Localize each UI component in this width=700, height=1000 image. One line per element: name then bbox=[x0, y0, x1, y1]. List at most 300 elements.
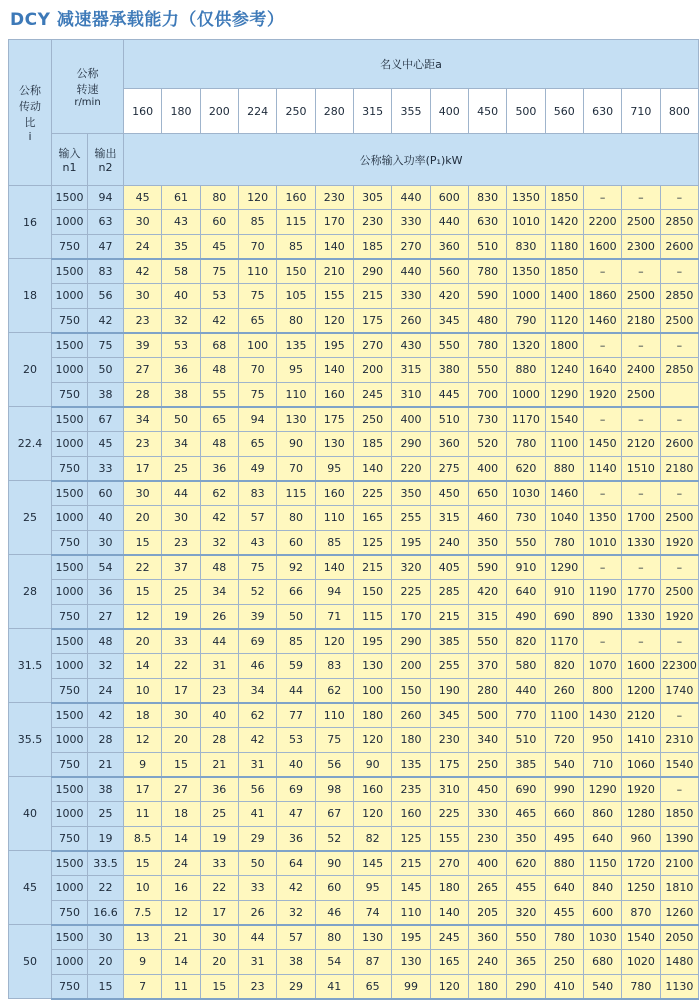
ratio-cell: 35.5 bbox=[9, 703, 52, 777]
power-value-cell: 11 bbox=[124, 802, 162, 826]
power-value-cell: 48 bbox=[200, 555, 238, 580]
power-value-cell: 83 bbox=[315, 654, 353, 678]
power-value-cell: 48 bbox=[200, 432, 238, 456]
power-value-cell: 1130 bbox=[660, 974, 699, 999]
power-value-cell: 245 bbox=[430, 925, 468, 950]
power-value-cell: 45 bbox=[124, 186, 162, 210]
power-value-cell: 270 bbox=[392, 234, 430, 259]
power-value-cell: 590 bbox=[468, 284, 506, 308]
power-value-cell: 65 bbox=[353, 974, 391, 999]
power-value-cell: 1800 bbox=[545, 333, 583, 358]
input-speed-cell: 1000 bbox=[52, 506, 88, 530]
power-value-cell: 400 bbox=[392, 407, 430, 432]
power-value-cell: 75 bbox=[238, 555, 276, 580]
power-value-cell: 720 bbox=[545, 728, 583, 752]
power-value-cell: 345 bbox=[430, 703, 468, 728]
power-value-cell: 71 bbox=[315, 604, 353, 629]
power-value-cell: 47 bbox=[277, 802, 315, 826]
power-value-cell: 160 bbox=[353, 777, 391, 802]
power-value-cell: 200 bbox=[353, 358, 391, 382]
table-row bbox=[9, 974, 699, 999]
output-speed-cell: 50 bbox=[88, 358, 124, 382]
center-distance-710: 710 bbox=[622, 89, 660, 134]
power-value-cell: 1540 bbox=[622, 925, 660, 950]
power-value-cell: 22 bbox=[200, 876, 238, 900]
table-row bbox=[9, 900, 699, 925]
input-speed-cell: 1500 bbox=[52, 703, 88, 728]
output-speed-cell: 15 bbox=[88, 974, 124, 999]
power-value-cell: 7 bbox=[124, 974, 162, 999]
power-value-cell: 25 bbox=[200, 802, 238, 826]
power-value-cell: 37 bbox=[162, 555, 200, 580]
power-value-cell: 230 bbox=[430, 728, 468, 752]
output-speed-header bbox=[88, 134, 124, 186]
power-value-cell: 19 bbox=[200, 826, 238, 851]
power-value-cell: 550 bbox=[430, 333, 468, 358]
power-value-cell: 540 bbox=[545, 752, 583, 777]
power-value-cell: 15 bbox=[162, 752, 200, 777]
ratio-cell: 18 bbox=[9, 259, 52, 333]
input-speed-cell: 750 bbox=[52, 826, 88, 851]
input-speed-header bbox=[52, 134, 88, 186]
power-value-cell: 145 bbox=[353, 851, 391, 876]
power-value-cell: 870 bbox=[622, 900, 660, 925]
power-value-cell: 1920 bbox=[660, 530, 699, 555]
power-value-cell: 22 bbox=[162, 654, 200, 678]
power-value-cell: 27 bbox=[124, 358, 162, 382]
power-value-cell: 960 bbox=[622, 826, 660, 851]
power-value-cell: 1010 bbox=[583, 530, 621, 555]
power-value-cell: 910 bbox=[545, 580, 583, 604]
power-value-cell: 150 bbox=[392, 678, 430, 703]
power-value-cell: 32 bbox=[277, 900, 315, 925]
power-value-cell: 8.5 bbox=[124, 826, 162, 851]
power-value-cell: – bbox=[622, 629, 660, 654]
power-value-cell: 70 bbox=[238, 234, 276, 259]
power-value-cell: 1770 bbox=[622, 580, 660, 604]
power-value-cell: 710 bbox=[583, 752, 621, 777]
power-value-cell: 260 bbox=[392, 308, 430, 333]
ratio-cell: 50 bbox=[9, 925, 52, 999]
power-value-cell: 830 bbox=[507, 234, 545, 259]
ratio-header-line: 比 bbox=[24, 116, 36, 129]
power-value-cell: 110 bbox=[277, 382, 315, 407]
power-value-cell: 600 bbox=[583, 900, 621, 925]
output-speed-cell: 28 bbox=[88, 728, 124, 752]
power-value-cell: 120 bbox=[238, 186, 276, 210]
power-value-cell: 95 bbox=[277, 358, 315, 382]
power-value-cell: 23 bbox=[238, 974, 276, 999]
power-value-cell: 120 bbox=[315, 308, 353, 333]
power-value-cell: 1850 bbox=[545, 186, 583, 210]
output-speed-cell: 33 bbox=[88, 456, 124, 481]
power-value-cell: 82 bbox=[353, 826, 391, 851]
output-speed-cell: 75 bbox=[88, 333, 124, 358]
power-value-cell: 2500 bbox=[660, 308, 699, 333]
power-value-cell: 1010 bbox=[507, 210, 545, 234]
input-speed-cell: 1000 bbox=[52, 950, 88, 974]
table-row bbox=[9, 604, 699, 629]
power-value-cell: 80 bbox=[277, 308, 315, 333]
power-value-cell: 42 bbox=[200, 308, 238, 333]
power-value-cell: 260 bbox=[392, 703, 430, 728]
power-value-cell: 52 bbox=[315, 826, 353, 851]
power-value-cell: 730 bbox=[468, 407, 506, 432]
power-value-cell: – bbox=[660, 481, 699, 506]
input-speed-cell: 1500 bbox=[52, 925, 88, 950]
power-value-cell: 265 bbox=[468, 876, 506, 900]
power-value-cell: 360 bbox=[430, 432, 468, 456]
ratio-cell: 40 bbox=[9, 777, 52, 851]
power-value-cell: 13 bbox=[124, 925, 162, 950]
power-value-cell: 160 bbox=[277, 186, 315, 210]
power-value-cell: – bbox=[583, 186, 621, 210]
power-value-cell: 500 bbox=[468, 703, 506, 728]
input-speed-cell: 750 bbox=[52, 308, 88, 333]
power-value-cell: 92 bbox=[277, 555, 315, 580]
power-value-cell: 345 bbox=[430, 308, 468, 333]
power-value-cell: 31 bbox=[238, 752, 276, 777]
power-value-cell: 52 bbox=[238, 580, 276, 604]
power-value-cell: 75 bbox=[238, 382, 276, 407]
power-value-cell: 180 bbox=[353, 703, 391, 728]
power-value-cell: 20 bbox=[162, 728, 200, 752]
power-value-cell: 235 bbox=[392, 777, 430, 802]
power-value-cell: 50 bbox=[277, 604, 315, 629]
power-value-cell: 140 bbox=[353, 456, 391, 481]
power-value-cell: 10 bbox=[124, 678, 162, 703]
power-value-cell: 36 bbox=[200, 777, 238, 802]
power-value-cell: 130 bbox=[277, 407, 315, 432]
power-value-cell: 1060 bbox=[622, 752, 660, 777]
table-row bbox=[9, 678, 699, 703]
power-value-cell: 70 bbox=[277, 456, 315, 481]
ratio-header-line: 公称 bbox=[19, 84, 41, 97]
power-value-cell: 1480 bbox=[660, 950, 699, 974]
power-value-cell: 1150 bbox=[583, 851, 621, 876]
power-value-cell: 550 bbox=[507, 925, 545, 950]
power-value-cell: 1350 bbox=[507, 259, 545, 284]
power-value-cell: 95 bbox=[315, 456, 353, 481]
power-value-cell: 53 bbox=[200, 284, 238, 308]
power-value-cell: 350 bbox=[468, 530, 506, 555]
power-value-cell: 11 bbox=[162, 974, 200, 999]
power-value-cell: 2600 bbox=[660, 234, 699, 259]
power-value-cell: 165 bbox=[353, 506, 391, 530]
power-value-cell: 780 bbox=[545, 925, 583, 950]
power-value-cell bbox=[660, 382, 699, 407]
power-value-cell: 99 bbox=[392, 974, 430, 999]
power-value-cell: 115 bbox=[277, 481, 315, 506]
power-value-cell: 1920 bbox=[583, 382, 621, 407]
power-value-cell: 43 bbox=[238, 530, 276, 555]
power-value-cell: 130 bbox=[353, 925, 391, 950]
ratio-cell: 25 bbox=[9, 481, 52, 555]
power-value-cell: 285 bbox=[430, 580, 468, 604]
power-value-cell: 700 bbox=[468, 382, 506, 407]
table-row bbox=[9, 308, 699, 333]
input-speed-cell: 750 bbox=[52, 456, 88, 481]
power-value-cell: 18 bbox=[124, 703, 162, 728]
output-speed-cell: 67 bbox=[88, 407, 124, 432]
ratio-cell: 16 bbox=[9, 186, 52, 259]
power-value-cell: 320 bbox=[507, 900, 545, 925]
power-value-cell: 30 bbox=[124, 210, 162, 234]
input-speed-cell: 1500 bbox=[52, 186, 88, 210]
center-distance-800: 800 bbox=[660, 89, 699, 134]
power-value-cell: 48 bbox=[200, 358, 238, 382]
power-value-cell: 9 bbox=[124, 950, 162, 974]
input-speed-cell: 1500 bbox=[52, 333, 88, 358]
power-value-cell: 2600 bbox=[660, 432, 699, 456]
power-value-cell: 1350 bbox=[507, 186, 545, 210]
power-value-cell: 1540 bbox=[545, 407, 583, 432]
power-value-cell: 245 bbox=[353, 382, 391, 407]
power-value-cell: 790 bbox=[507, 308, 545, 333]
input-speed-cell: 750 bbox=[52, 234, 88, 259]
power-value-cell: 270 bbox=[430, 851, 468, 876]
power-value-cell: – bbox=[583, 259, 621, 284]
power-value-cell: 23 bbox=[200, 678, 238, 703]
power-value-cell: 890 bbox=[583, 604, 621, 629]
power-value-cell: 1460 bbox=[583, 308, 621, 333]
power-value-cell: 2100 bbox=[660, 851, 699, 876]
power-value-cell: 230 bbox=[468, 826, 506, 851]
ratio-header bbox=[9, 40, 52, 186]
power-value-cell: 185 bbox=[353, 234, 391, 259]
power-value-cell: 230 bbox=[315, 186, 353, 210]
table-row bbox=[9, 456, 699, 481]
power-value-cell: 125 bbox=[392, 826, 430, 851]
power-value-cell: – bbox=[622, 407, 660, 432]
power-value-cell: 780 bbox=[468, 333, 506, 358]
power-value-cell: 14 bbox=[162, 826, 200, 851]
power-value-cell: 290 bbox=[507, 974, 545, 999]
power-value-cell: 35 bbox=[162, 234, 200, 259]
table-row bbox=[9, 728, 699, 752]
power-value-cell: 780 bbox=[507, 432, 545, 456]
input-speed-cell: 1000 bbox=[52, 802, 88, 826]
power-value-cell: 42 bbox=[200, 506, 238, 530]
power-value-cell: 780 bbox=[545, 530, 583, 555]
power-value-cell: 83 bbox=[238, 481, 276, 506]
table-row bbox=[9, 186, 699, 210]
power-value-cell: 15 bbox=[124, 580, 162, 604]
power-value-cell: 1040 bbox=[545, 506, 583, 530]
power-value-cell: 1510 bbox=[622, 456, 660, 481]
power-value-cell: – bbox=[660, 259, 699, 284]
power-value-cell: 25 bbox=[162, 580, 200, 604]
power-value-cell: 380 bbox=[430, 358, 468, 382]
center-distance-200: 200 bbox=[200, 89, 238, 134]
table-row bbox=[9, 358, 699, 382]
output-speed-cell: 32 bbox=[88, 654, 124, 678]
power-value-cell: 2500 bbox=[622, 210, 660, 234]
power-value-cell: 430 bbox=[392, 333, 430, 358]
power-value-cell: – bbox=[660, 703, 699, 728]
power-value-cell: 66 bbox=[277, 580, 315, 604]
power-value-cell: 820 bbox=[545, 654, 583, 678]
power-value-cell: 21 bbox=[200, 752, 238, 777]
power-value-cell: 46 bbox=[238, 654, 276, 678]
input-speed-cell: 1500 bbox=[52, 777, 88, 802]
power-value-cell: 1450 bbox=[583, 432, 621, 456]
power-value-cell: 1100 bbox=[545, 432, 583, 456]
output-speed-cell: 83 bbox=[88, 259, 124, 284]
power-value-cell: 215 bbox=[430, 604, 468, 629]
power-value-cell: 90 bbox=[315, 851, 353, 876]
power-value-cell: 910 bbox=[507, 555, 545, 580]
power-value-cell: 15 bbox=[124, 530, 162, 555]
power-value-cell: 24 bbox=[162, 851, 200, 876]
power-value-cell: 41 bbox=[238, 802, 276, 826]
input-speed-cell: 750 bbox=[52, 530, 88, 555]
power-value-cell: 100 bbox=[353, 678, 391, 703]
power-value-cell: 36 bbox=[277, 826, 315, 851]
power-value-cell: 36 bbox=[162, 358, 200, 382]
power-value-cell: 1540 bbox=[660, 752, 699, 777]
table-row bbox=[9, 407, 699, 432]
output-speed-cell: 27 bbox=[88, 604, 124, 629]
power-value-cell: 30 bbox=[200, 925, 238, 950]
ratio-cell: 22.4 bbox=[9, 407, 52, 481]
power-value-cell: 365 bbox=[507, 950, 545, 974]
center-distance-180: 180 bbox=[162, 89, 200, 134]
power-value-cell: 550 bbox=[507, 530, 545, 555]
power-value-cell: 115 bbox=[277, 210, 315, 234]
power-value-cell: 385 bbox=[507, 752, 545, 777]
power-value-cell: 1180 bbox=[545, 234, 583, 259]
output-speed-cell: 30 bbox=[88, 530, 124, 555]
power-value-cell: 20 bbox=[124, 629, 162, 654]
power-value-cell: 14 bbox=[162, 950, 200, 974]
power-value-cell: 1140 bbox=[583, 456, 621, 481]
power-value-cell: 1420 bbox=[545, 210, 583, 234]
power-value-cell: 175 bbox=[353, 308, 391, 333]
power-value-cell: 64 bbox=[277, 851, 315, 876]
output-speed-cell: 63 bbox=[88, 210, 124, 234]
power-value-cell: 140 bbox=[315, 358, 353, 382]
power-value-cell: 440 bbox=[392, 259, 430, 284]
speed-header-line: 转速 bbox=[76, 83, 99, 96]
power-value-cell: 315 bbox=[468, 604, 506, 629]
power-value-cell: 250 bbox=[545, 950, 583, 974]
output-speed-cell: 22 bbox=[88, 876, 124, 900]
power-value-cell: 17 bbox=[200, 900, 238, 925]
power-value-cell: 1280 bbox=[622, 802, 660, 826]
input-speed-cell: 750 bbox=[52, 604, 88, 629]
power-value-cell: 22 bbox=[124, 555, 162, 580]
power-value-cell: 9 bbox=[124, 752, 162, 777]
power-value-cell: 660 bbox=[545, 802, 583, 826]
table-row bbox=[9, 851, 699, 876]
input-speed-cell: 750 bbox=[52, 900, 88, 925]
power-value-cell: – bbox=[660, 186, 699, 210]
output-speed-cell: 24 bbox=[88, 678, 124, 703]
power-value-cell: 2500 bbox=[622, 382, 660, 407]
power-value-cell: 2500 bbox=[660, 580, 699, 604]
power-value-cell: 43 bbox=[162, 210, 200, 234]
power-value-cell: 440 bbox=[392, 186, 430, 210]
power-value-cell: 190 bbox=[430, 678, 468, 703]
power-value-cell: 1850 bbox=[660, 802, 699, 826]
power-value-cell: 75 bbox=[315, 728, 353, 752]
power-value-cell: 56 bbox=[238, 777, 276, 802]
power-value-cell: 620 bbox=[507, 456, 545, 481]
output-speed-cell: 47 bbox=[88, 234, 124, 259]
table-row bbox=[9, 210, 699, 234]
center-distance-500: 500 bbox=[507, 89, 545, 134]
table-row bbox=[9, 481, 699, 506]
input-speed-cell: 750 bbox=[52, 752, 88, 777]
power-value-cell: 450 bbox=[430, 481, 468, 506]
power-value-cell: – bbox=[583, 629, 621, 654]
power-value-cell: 30 bbox=[162, 506, 200, 530]
power-value-cell: 130 bbox=[315, 432, 353, 456]
table-row bbox=[9, 506, 699, 530]
power-value-cell: 140 bbox=[315, 234, 353, 259]
output-speed-cell: 30 bbox=[88, 925, 124, 950]
power-value-cell: 31 bbox=[238, 950, 276, 974]
power-value-cell: 2310 bbox=[660, 728, 699, 752]
power-value-cell: 16 bbox=[162, 876, 200, 900]
power-value-cell: 34 bbox=[124, 407, 162, 432]
power-value-cell: 180 bbox=[468, 974, 506, 999]
power-value-cell: 25 bbox=[162, 456, 200, 481]
power-value-cell: 420 bbox=[468, 580, 506, 604]
power-value-cell: 310 bbox=[392, 382, 430, 407]
center-distance-630: 630 bbox=[583, 89, 621, 134]
power-value-cell: 550 bbox=[468, 358, 506, 382]
power-value-cell: 250 bbox=[353, 407, 391, 432]
power-value-cell: 1170 bbox=[507, 407, 545, 432]
power-value-cell: 15 bbox=[124, 851, 162, 876]
power-value-cell: 1640 bbox=[583, 358, 621, 382]
power-value-cell: 44 bbox=[238, 925, 276, 950]
power-value-cell: 2180 bbox=[660, 456, 699, 481]
power-value-cell: 33 bbox=[162, 629, 200, 654]
center-distance-224: 224 bbox=[238, 89, 276, 134]
power-value-cell: 18 bbox=[162, 802, 200, 826]
power-value-cell: 68 bbox=[200, 333, 238, 358]
power-value-cell: 780 bbox=[468, 259, 506, 284]
power-value-cell: 50 bbox=[238, 851, 276, 876]
speed-header bbox=[52, 40, 124, 134]
output-speed-cell: 25 bbox=[88, 802, 124, 826]
table-row bbox=[9, 752, 699, 777]
power-value-cell: 225 bbox=[392, 580, 430, 604]
power-value-cell: – bbox=[622, 555, 660, 580]
power-value-cell: 44 bbox=[162, 481, 200, 506]
input-speed-cell: 1000 bbox=[52, 358, 88, 382]
power-value-cell: 225 bbox=[430, 802, 468, 826]
input-speed-cell: 750 bbox=[52, 382, 88, 407]
output-speed-cell: 33.5 bbox=[88, 851, 124, 876]
power-value-cell: 27 bbox=[162, 777, 200, 802]
power-value-cell: 23 bbox=[124, 308, 162, 333]
table-row bbox=[9, 333, 699, 358]
power-value-cell: 1600 bbox=[622, 654, 660, 678]
power-value-cell: 62 bbox=[238, 703, 276, 728]
output-speed-cell: 42 bbox=[88, 703, 124, 728]
power-value-cell: 400 bbox=[468, 851, 506, 876]
power-value-cell: 30 bbox=[124, 284, 162, 308]
table-row bbox=[9, 629, 699, 654]
power-value-cell: 53 bbox=[277, 728, 315, 752]
power-value-cell: 94 bbox=[238, 407, 276, 432]
center-distance-250: 250 bbox=[277, 89, 315, 134]
power-value-cell: 1430 bbox=[583, 703, 621, 728]
